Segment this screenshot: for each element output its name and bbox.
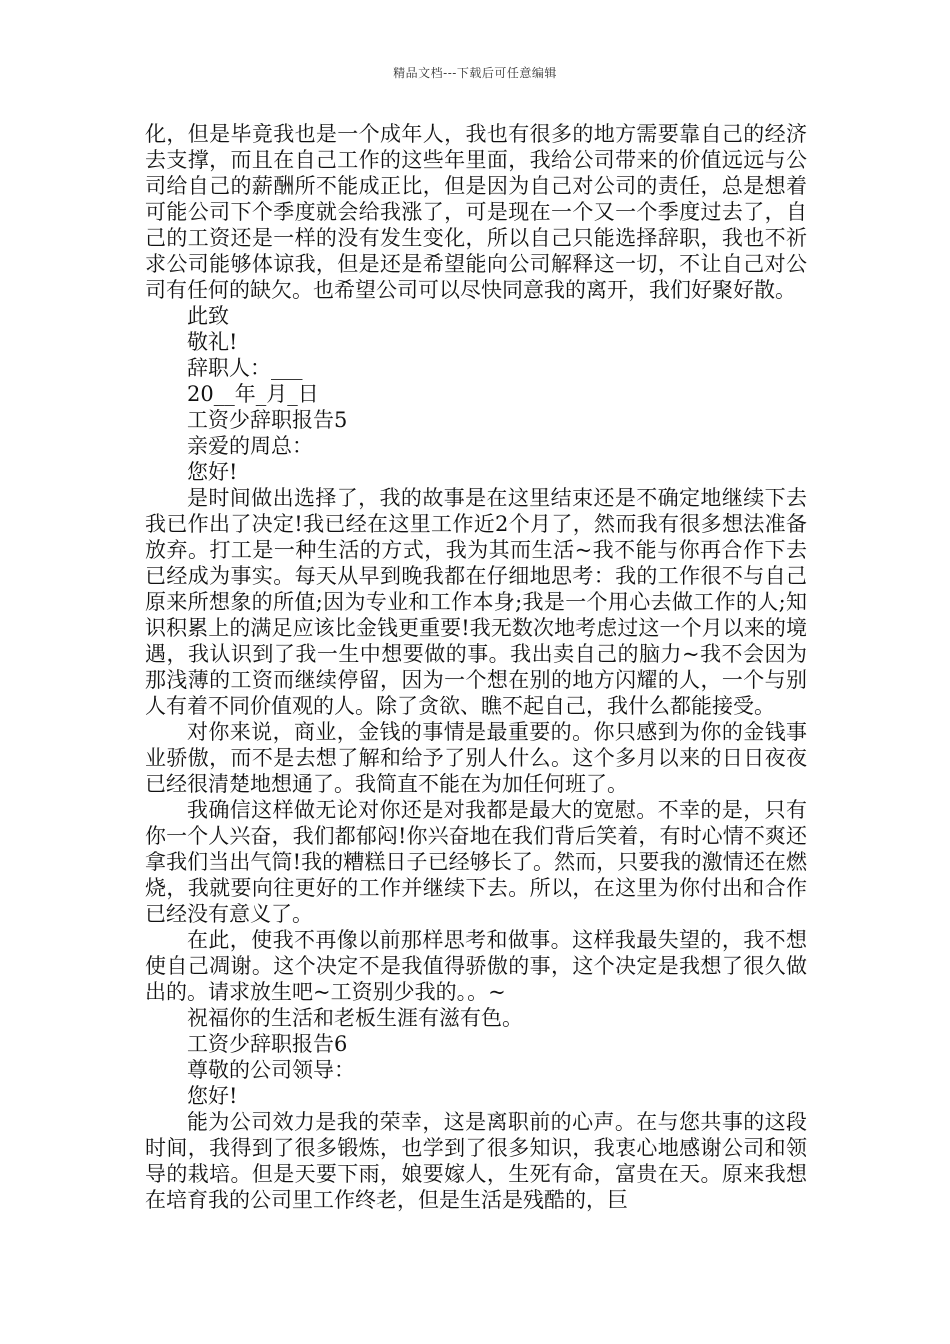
paragraph: 您好!	[187, 460, 238, 484]
page-header: 精品文档---下载后可任意编辑	[393, 66, 557, 80]
paragraph: 我确信这样做无论对你还是对我都是最大的宽慰。不幸的是，只有你一个人兴奋，我们都郁闷!你兴奋地在我们背后笑着，有时心情不爽还拿我们当出气筒!我的糟糕日子已经够长了。然而，只要我的激情还在燃烧，我就要向往更好的工作并继续下去。所以，在这里为你付出和合作已经没有意义了。	[145, 798, 807, 926]
document-body	[145, 121, 807, 1213]
paragraph: 辞职人：___	[187, 356, 303, 380]
paragraph: 此致	[187, 304, 229, 328]
paragraph: 对你来说，商业，金钱的事情是最重要的。你只感到为你的金钱事业骄傲，而不是去想了解和给予了别人什么。这个多月以来的日日夜夜已经很清楚地想通了。我简直不能在为加任何班了。	[145, 720, 807, 796]
paragraph: 化，但是毕竟我也是一个成年人，我也有很多的地方需要靠自己的经济去支撑，而且在自己工作的这些年里面，我给公司带来的价值远远与公司给自己的薪酬所不能成正比，但是因为自己对公司的责任，总是想着可能公司下个季度就会给我涨了，可是现在一个又一个季度过去了，自己的工资还是一样的没有发生变化，所以自己只能选择辞职，我也不祈求公司能够体谅我，但是还是希望能向公司解释这一切，不让自己对公司有任何的缺欠。也希望公司可以尽快同意我的离开，我们好聚好散。	[145, 122, 807, 302]
paragraph: 工资少辞职报告5	[187, 408, 348, 432]
paragraph: 祝福你的生活和老板生涯有滋有色。	[187, 1006, 523, 1030]
paragraph: 尊敬的公司领导：	[187, 1058, 355, 1082]
paragraph: 工资少辞职报告6	[187, 1032, 348, 1056]
paragraph: 敬礼!	[187, 330, 238, 354]
paragraph: 在此，使我不再像以前那样思考和做事。这样我最失望的，我不想使自己凋谢。这个决定不是我值得骄傲的事，这个决定是我想了很久做出的。请求放生吧~工资别少我的。。~	[145, 928, 807, 1004]
paragraph: 能为公司效力是我的荣幸，这是离职前的心声。在与您共事的这段时间，我得到了很多锻炼，也学到了很多知识，我衷心地感谢公司和领导的栽培。但是天要下雨，娘要嫁人，生死有命，富贵在天。原来我想在培育我的公司里工作终老，但是生活是残酷的，巨	[145, 1110, 807, 1212]
paragraph: 您好!	[187, 1084, 238, 1108]
paragraph: 20__年_月_日	[187, 382, 319, 406]
paragraph: 是时间做出选择了，我的故事是在这里结束还是不确定地继续下去我已作出了决定!我已经在这里工作近2个月了，然而我有很多想法准备放弃。打工是一种生活的方式，我为其而生活~我不能与你再合作下去已经成为事实。每天从早到晚我都在仔细地思考：我的工作很不与自己原来所想象的所值;因为专业和工作本身;我是一个用心去做工作的人;知识积累上的满足应该比金钱更重要!我无数次地考虑过这一个月以来的境遇，我认识到了我一生中想要做的事。我出卖自己的脑力~我不会因为那浅薄的工资而继续停留，因为一个想在别的地方闪耀的人，一个与别人有着不同价值观的人。除了贪欲、瞧不起自己，我什么都能接受。	[145, 486, 807, 718]
paragraph: 亲爱的周总：	[187, 434, 313, 458]
